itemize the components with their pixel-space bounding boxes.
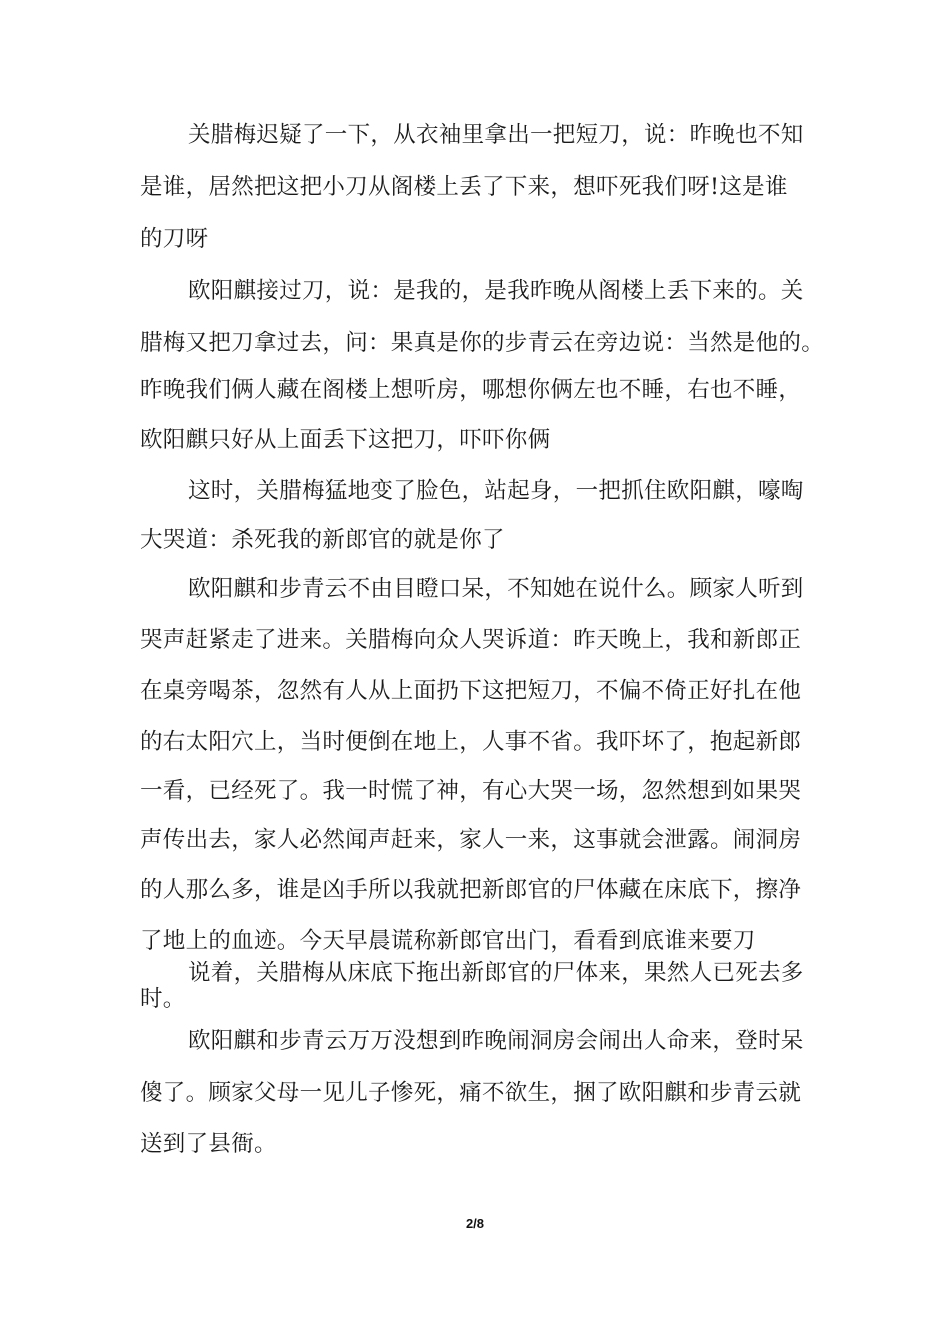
paragraph-3-line-2: 大哭道：杀死我的新郎官的就是你了: [140, 527, 505, 553]
paragraph-2-line-3: 昨晚我们俩人藏在阁楼上想听房，哪想你俩左也不睡，右也不睡，: [140, 377, 802, 403]
paragraph-4-line-4: 的右太阳穴上，当时便倒在地上，人事不省。我吓坏了，抱起新郎: [140, 729, 802, 755]
paragraph-4-line-3: 在桌旁喝茶，忽然有人从上面扔下这把短刀，不偏不倚正好扎在他: [140, 678, 802, 704]
paragraph-1-line-1: 关腊梅迟疑了一下，从衣袖里拿出一把短刀，说：昨晚也不知: [188, 122, 804, 148]
paragraph-5-line-2: 时。: [140, 986, 186, 1012]
paragraph-4-line-5: 一看，已经死了。我一时慌了神，有心大哭一场，忽然想到如果哭: [140, 778, 802, 804]
paragraph-4-line-7: 的人那么多，谁是凶手所以我就把新郎官的尸体藏在床底下，擦净: [140, 877, 802, 903]
paragraph-2-line-4: 欧阳麒只好从上面丢下这把刀，吓吓你俩: [140, 427, 551, 453]
paragraph-4-line-1: 欧阳麒和步青云不由目瞪口呆，不知她在说什么。顾家人听到: [188, 576, 804, 602]
paragraph-4-line-2: 哭声赶紧走了进来。关腊梅向众人哭诉道：昨天晚上，我和新郎正: [140, 627, 802, 653]
page-number: 2/8: [465, 1216, 485, 1231]
paragraph-6-line-1: 欧阳麒和步青云万万没想到昨晚闹洞房会闹出人命来，登时呆: [188, 1028, 804, 1054]
paragraph-3-line-1: 这时，关腊梅猛地变了脸色，站起身，一把抓住欧阳麒，嚎啕: [188, 478, 804, 504]
paragraph-6-line-2: 傻了。顾家父母一见儿子惨死，痛不欲生，捆了欧阳麒和步青云就: [140, 1080, 802, 1106]
paragraph-2-line-2: 腊梅又把刀拿过去，问：果真是你的步青云在旁边说：当然是他的。: [140, 330, 825, 356]
paragraph-1-line-3: 的刀呀: [140, 226, 209, 252]
paragraph-5-line-1: 说着，关腊梅从床底下拖出新郎官的尸体来，果然人已死去多: [188, 960, 804, 986]
paragraph-4-line-8: 了地上的血迹。今天早晨谎称新郎官出门，看看到底谁来要刀: [140, 928, 756, 954]
paragraph-6-line-3: 送到了县衙。: [140, 1131, 277, 1157]
paragraph-2-line-1: 欧阳麒接过刀，说：是我的，是我昨晚从阁楼上丢下来的。关: [188, 278, 804, 304]
paragraph-1-line-2: 是谁，居然把这把小刀从阁楼上丢了下来，想吓死我们呀!这是谁: [140, 174, 788, 200]
paragraph-4-line-6: 声传出去，家人必然闻声赶来，家人一来，这事就会泄露。闹洞房: [140, 827, 802, 853]
